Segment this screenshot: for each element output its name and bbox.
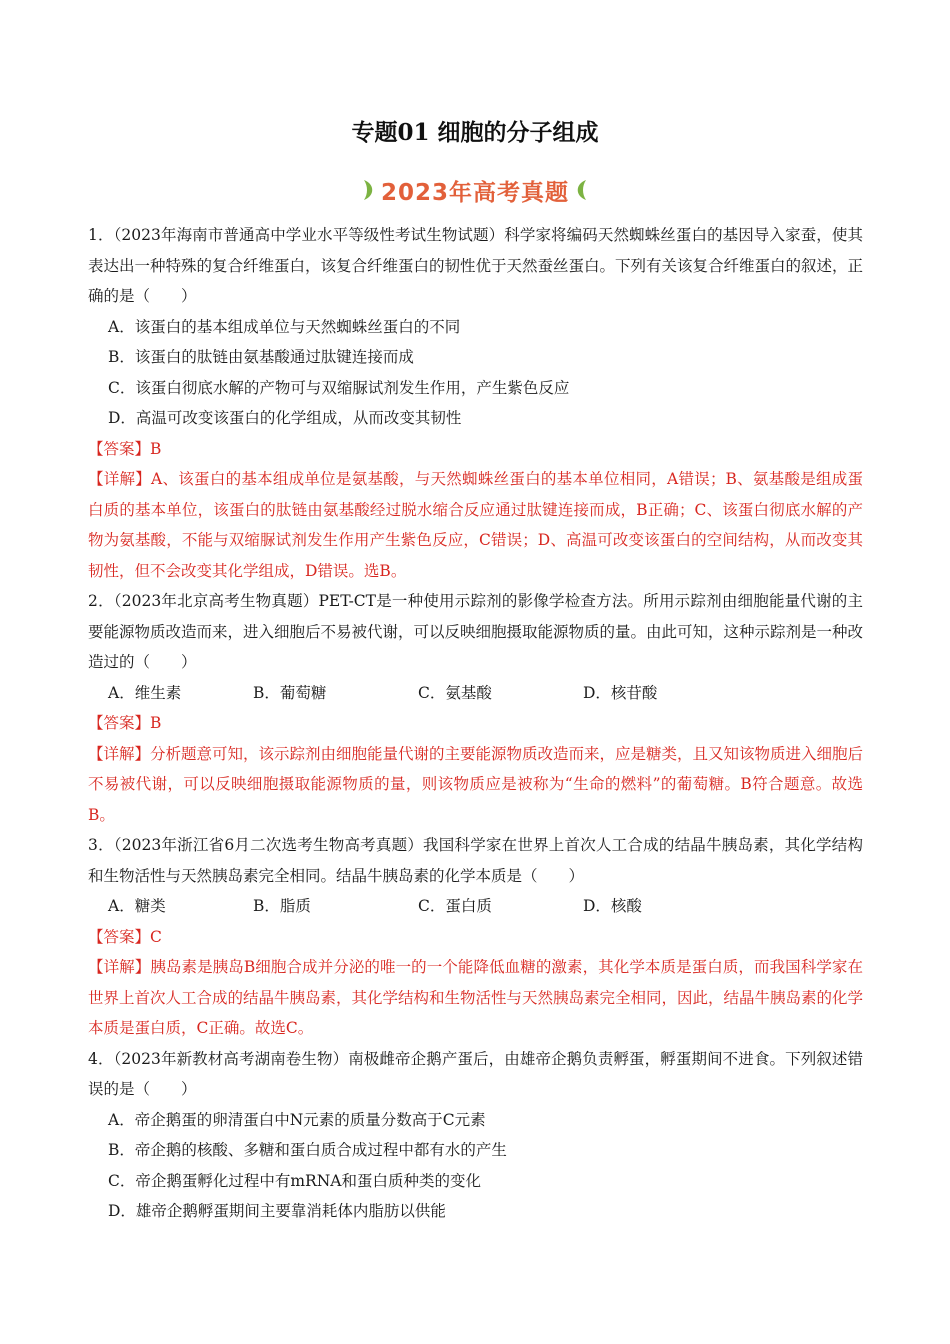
explanation: 【详解】胰岛素是胰岛B细胞合成并分泌的唯一的一个能降低血糖的激素，其化学本质是蛋白质，而我国科学家在世界上首次人工合成的结晶牛胰岛素，其化学结构和生物活性与天然胰岛素完全相同，因此，结晶牛胰岛素的化学本质是蛋白质，C正确。故选C。 <box>88 958 864 1037</box>
question-option: D．核苷酸 <box>583 683 658 702</box>
question-option: C．氨基酸 <box>418 683 492 702</box>
question-option: C．帝企鹅蛋孵化过程中有mRNA和蛋白质种类的变化 <box>108 1171 481 1190</box>
leaf-icon <box>573 178 589 202</box>
question-option: D．高温可改变该蛋白的化学组成，从而改变其韧性 <box>108 409 462 427</box>
banner-label: 2023年高考真题 <box>380 180 569 206</box>
answer-line: 【答案】C <box>88 927 162 946</box>
section-banner <box>355 170 595 210</box>
explanation: 【详解】A、该蛋白的基本组成单位是氨基酸，与天然蜘蛛丝蛋白的基本单位相同，A错误；B、氨基酸是组成蛋白质的基本单位，该蛋白的肽链由氨基酸经过脱水缩合反应通过肽键连接而成，B正确；C、该蛋白彻底水解的产物为氨基酸，不能与双缩脲试剂发生作用产生紫色反应，C错误；D、高温可改变该蛋白的空间结构，从而改变其韧性，但不会改变其化学组成，D错误。选B。 <box>88 470 863 580</box>
page-title: 专题01 细胞的分子组成 <box>351 119 599 146</box>
option-row <box>88 891 863 922</box>
answer-line: 【答案】B <box>88 714 162 732</box>
explanation: 【详解】分析题意可知，该示踪剂由细胞能量代谢的主要能源物质改造而来，应是糖类，且又知该物质进入细胞后不易被代谢，可以反映细胞摄取能源物质的量，则该物质应是被称为“生命的燃料”的葡萄糖。B符合题意。故选B。 <box>88 744 864 824</box>
question-stem: 1．（2023年海南市普通高中学业水平等级性考试生物试题）科学家将编码天然蜘蛛丝蛋白的基因导入家蚕，使其表达出一种特殊的复合纤维蛋白，该复合纤维蛋白的韧性优于天然蚕丝蛋白。下列有关该复合纤维蛋白的叙述，正确的是（ ） <box>88 226 864 305</box>
question-stem: 4．（2023年新教材高考湖南卷生物）南极雌帝企鹅产蛋后，由雄帝企鹅负责孵蛋，孵蛋期间不进食。下列叙述错误的是（ ） <box>88 1049 863 1098</box>
question-option: B．脂质 <box>253 897 311 915</box>
question-option: A．糖类 <box>108 897 166 915</box>
question-option: D．雄帝企鹅孵蛋期间主要靠消耗体内脂肪以供能 <box>108 1202 446 1220</box>
question-option: A．帝企鹅蛋的卵清蛋白中N元素的质量分数高于C元素 <box>108 1110 486 1129</box>
question-list <box>88 220 863 1227</box>
question-stem: 3．（2023年浙江省6月二次选考生物高考真题）我国科学家在世界上首次人工合成的结晶牛胰岛素，其化学结构和生物活性与天然胰岛素完全相同。结晶牛胰岛素的化学本质是（ ） <box>88 836 863 885</box>
option-row <box>88 678 863 709</box>
question-option: C．蛋白质 <box>418 897 492 915</box>
question-option: A．维生素 <box>108 683 182 702</box>
question-option: B．帝企鹅的核酸、多糖和蛋白质合成过程中都有水的产生 <box>108 1141 507 1159</box>
question-stem: 2．（2023年北京高考生物真题）PET-CT是一种使用示踪剂的影像学检查方法。所用示踪剂由细胞能量代谢的主要能源物质改造而来，进入细胞后不易被代谢，可以反映细胞摄取能源物质的量。由此可知，这种示踪剂是一种改造过的（ ） <box>88 592 864 671</box>
question-option: C．该蛋白彻底水解的产物可与双缩脲试剂发生作用，产生紫色反应 <box>108 378 570 397</box>
answer-line: 【答案】B <box>88 439 162 458</box>
question-option: D．核酸 <box>583 897 642 915</box>
question-option: B．该蛋白的肽链由氨基酸通过肽键连接而成 <box>108 348 414 366</box>
question-option: A．该蛋白的基本组成单位与天然蜘蛛丝蛋白的不同 <box>108 317 461 336</box>
question-option: B．葡萄糖 <box>253 683 327 702</box>
